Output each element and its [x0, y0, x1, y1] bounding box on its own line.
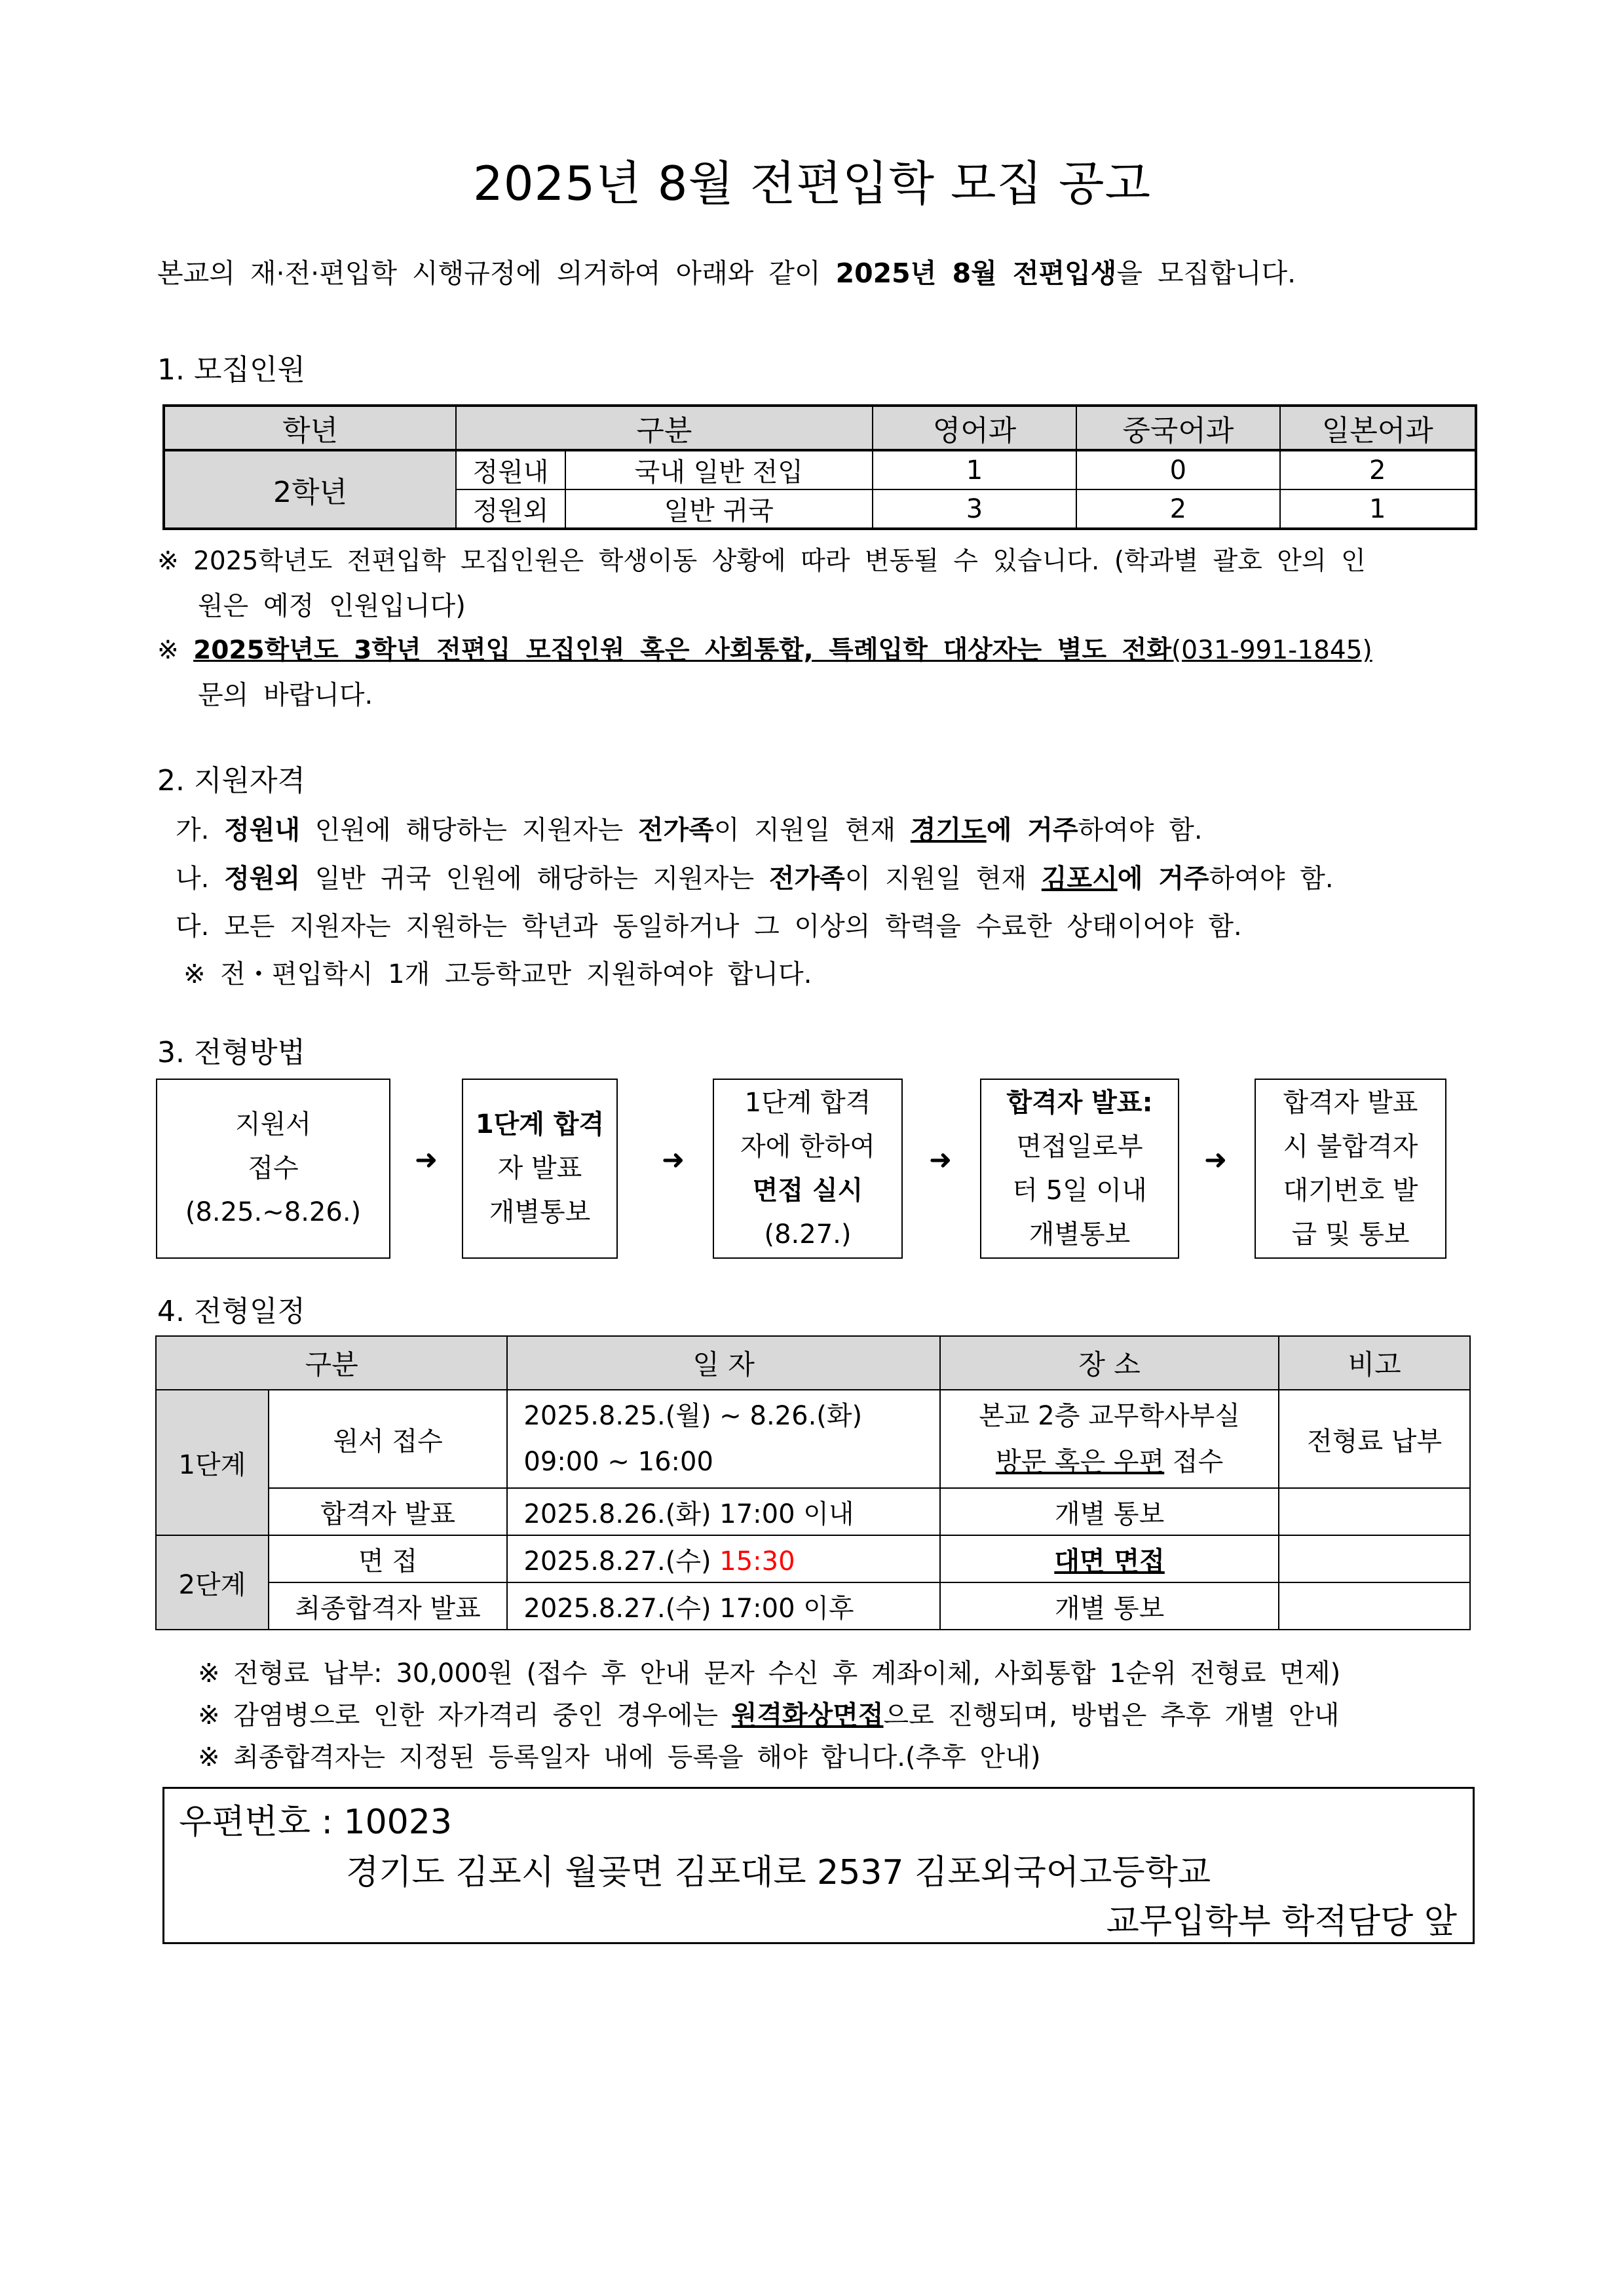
intro-text: [157, 252, 1296, 290]
place-cell: 대면 면접: [940, 1535, 1279, 1582]
section1-heading: 1. 모집인원: [157, 353, 305, 387]
japanese-cell: 1: [1280, 489, 1476, 529]
intro-before: 본교의 재·전·편입학 시행규정에 의거하여 아래와 같이: [157, 258, 836, 289]
eligibility-note: ※ 전・편입학시 1개 고등학교만 지원하여야 합니다.: [183, 959, 812, 989]
flow-line: 면접 실시: [752, 1175, 863, 1206]
item-cell: 면 접: [269, 1535, 508, 1582]
text: 일반 귀국 인원에 해당하는 지원자는: [300, 864, 769, 894]
type-cell: 정원내: [456, 450, 565, 489]
table-row: [156, 1488, 1470, 1535]
text: 나.: [176, 864, 225, 894]
chinese-cell: 2: [1076, 489, 1279, 529]
place-line: 본교 2층 교무학사부실: [979, 1401, 1240, 1431]
header-english: 영어과: [873, 406, 1076, 450]
flow-line: 합격자 발표: [1283, 1087, 1418, 1118]
flow-line: 급 및 통보: [1291, 1219, 1410, 1250]
eligibility-a: [176, 809, 1203, 847]
arrow-right-icon: ➜: [662, 1143, 685, 1176]
postal-code: 우편번호 : 10023: [179, 1803, 452, 1842]
date-cell: 2025.8.26.(화) 17:00 이내: [507, 1488, 939, 1535]
registration-note: ※ 최종합격자는 지정된 등록일자 내에 등록을 해야 합니다.(추후 안내): [198, 1742, 1041, 1772]
recruitment-table: [162, 404, 1477, 530]
place-cell: 개별 통보: [940, 1582, 1279, 1630]
text: 이 지원일 현재: [844, 864, 1042, 894]
eligibility-b: [176, 858, 1334, 895]
item-cell: 원서 접수: [269, 1390, 508, 1488]
recipient-dept: 교무입학부 학적담당 앞: [1106, 1902, 1457, 1942]
header-category: 구분: [156, 1336, 507, 1390]
flow-line: 1단계 합격: [475, 1109, 605, 1139]
header-date: 일 자: [507, 1336, 939, 1390]
flow-step-4: [980, 1079, 1179, 1259]
flow-step-3: [713, 1079, 903, 1259]
desc-cell: 일반 귀국: [565, 489, 873, 529]
text: 인원에 해당하는 지원자는: [300, 815, 638, 845]
flow-line: 개별통보: [489, 1197, 591, 1227]
japanese-cell: 2: [1280, 450, 1476, 489]
flow-line: 자에 한하여: [740, 1131, 875, 1162]
text: 하여야 함.: [1209, 864, 1334, 894]
place-rest: 접수: [1164, 1447, 1224, 1477]
flow-step-5: [1255, 1079, 1446, 1259]
remote-interview-note: [198, 1694, 1339, 1732]
place-cell: [940, 1390, 1279, 1488]
text-bold: 에 거주: [1117, 864, 1209, 894]
date-text: 2025.8.27.(수): [523, 1546, 720, 1577]
flow-line: 터 5일 이내: [1012, 1175, 1147, 1206]
stage-1-cell: 1단계: [156, 1390, 269, 1535]
item-cell: 합격자 발표: [269, 1488, 508, 1535]
table-row: [164, 450, 1476, 489]
arrow-right-icon: ➜: [415, 1143, 438, 1176]
header-note: 비고: [1279, 1336, 1470, 1390]
page-title: 2025년 8월 전편입학 모집 공고: [472, 156, 1152, 211]
text-bold: 정원외: [224, 864, 300, 894]
table-row: [156, 1390, 1470, 1488]
item-cell: 최종합격자 발표: [269, 1582, 508, 1630]
flow-line: 대기번호 발: [1283, 1175, 1418, 1206]
note-cell: [1279, 1582, 1470, 1630]
fee-note: ※ 전형료 납부: 30,000원 (접수 후 안내 문자 수신 후 계좌이체, 사회통합 1순위 전형료 면제): [198, 1658, 1341, 1689]
address-box: [162, 1787, 1475, 1944]
flow-line: (8.25.~8.26.): [185, 1197, 362, 1227]
header-grade: 학년: [164, 406, 456, 450]
note-cell: [1279, 1535, 1470, 1582]
text: 으로 진행되며, 방법은 추후 개별 안내: [883, 1700, 1340, 1731]
note-1-line-1: ※ 2025학년도 전편입학 모집인원은 학생이동 상황에 따라 변동될 수 있습니다. (학과별 괄호 안의 인: [157, 546, 1366, 576]
flow-line: 접수: [248, 1153, 299, 1183]
note-mark: ※: [157, 636, 194, 665]
text-bold: 정원내: [224, 815, 300, 845]
text-bold: 전가족: [768, 864, 845, 894]
header-japanese: 일본어과: [1280, 406, 1476, 450]
time-line: 09:00 ~ 16:00: [523, 1447, 713, 1477]
time-highlight: 15:30: [719, 1546, 795, 1577]
header-place: 장 소: [940, 1336, 1279, 1390]
text: 가.: [176, 815, 225, 845]
text: 하여야 함.: [1078, 815, 1203, 845]
arrow-right-icon: ➜: [1204, 1143, 1228, 1176]
note-2-line-1: [157, 630, 1372, 666]
arrow-right-icon: ➜: [929, 1143, 953, 1176]
section4-heading: 4. 전형일정: [157, 1295, 305, 1328]
text-bold-underline: 김포시: [1041, 864, 1118, 894]
text: ※ 감염병으로 인한 자가격리 중인 경우에는: [198, 1700, 732, 1731]
flow-line: 합격자 발표:: [1006, 1087, 1153, 1118]
type-cell: 정원외: [456, 489, 565, 529]
flow-line: (8.27.): [764, 1219, 852, 1250]
flow-line: 자 발표: [497, 1153, 582, 1183]
note-2-bold: 2025학년도 3학년 전편입 모집인원 혹은 사회통합, 특례입학 대상자는 별도 전화: [193, 636, 1171, 665]
note-1-line-2: 원은 예정 인원입니다): [198, 591, 466, 621]
note-cell: [1279, 1488, 1470, 1535]
note-2-line-2: 문의 바랍니다.: [198, 680, 373, 710]
schedule-table: [155, 1335, 1471, 1630]
english-cell: 3: [873, 489, 1076, 529]
section2-heading: 2. 지원자격: [157, 764, 305, 797]
english-cell: 1: [873, 450, 1076, 489]
header-chinese: 중국어과: [1076, 406, 1279, 450]
flow-line: 면접일로부: [1016, 1131, 1143, 1162]
text-bold-underline: 원격화상면접: [731, 1700, 884, 1731]
flow-line: 개별통보: [1029, 1219, 1131, 1250]
date-cell: 2025.8.27.(수) 17:00 이후: [507, 1582, 939, 1630]
date-line: 2025.8.25.(월) ~ 8.26.(화): [523, 1401, 863, 1431]
text: 이 지원일 현재: [713, 815, 911, 845]
flow-step-1: [156, 1079, 390, 1259]
flow-step-2: [462, 1079, 618, 1259]
place-underline: 방문 혹은 우편: [995, 1447, 1165, 1477]
desc-cell: 국내 일반 전입: [565, 450, 873, 489]
table-row: [156, 1582, 1470, 1630]
section3-heading: 3. 전형방법: [157, 1036, 305, 1069]
text-bold-underline: 경기도: [910, 815, 987, 845]
intro-after: 을 모집합니다.: [1116, 258, 1296, 289]
header-category: 구분: [456, 406, 873, 450]
table-row: [156, 1535, 1470, 1582]
text-bold: 에 거주: [986, 815, 1078, 845]
place-cell: 개별 통보: [940, 1488, 1279, 1535]
flow-line: 지원서: [235, 1109, 311, 1139]
date-cell: [507, 1535, 939, 1582]
grade-cell: 2학년: [164, 450, 456, 529]
eligibility-c: 다. 모든 지원자는 지원하는 학년과 동일하거나 그 이상의 학력을 수료한 상태이어야 함.: [176, 911, 1242, 942]
chinese-cell: 0: [1076, 450, 1279, 489]
flow-line: 1단계 합격: [744, 1087, 871, 1118]
date-cell: [507, 1390, 939, 1488]
intro-bold: 2025년 8월 전편입생: [835, 258, 1117, 289]
address-line: 경기도 김포시 월곶면 김포대로 2537 김포외국어고등학교: [346, 1853, 1211, 1892]
text-bold: 전가족: [637, 815, 714, 845]
note-cell: 전형료 납부: [1279, 1390, 1470, 1488]
phone-number: (031-991-1845): [1171, 636, 1372, 665]
stage-2-cell: 2단계: [156, 1535, 269, 1630]
flow-line: 시 불합격자: [1283, 1131, 1418, 1162]
